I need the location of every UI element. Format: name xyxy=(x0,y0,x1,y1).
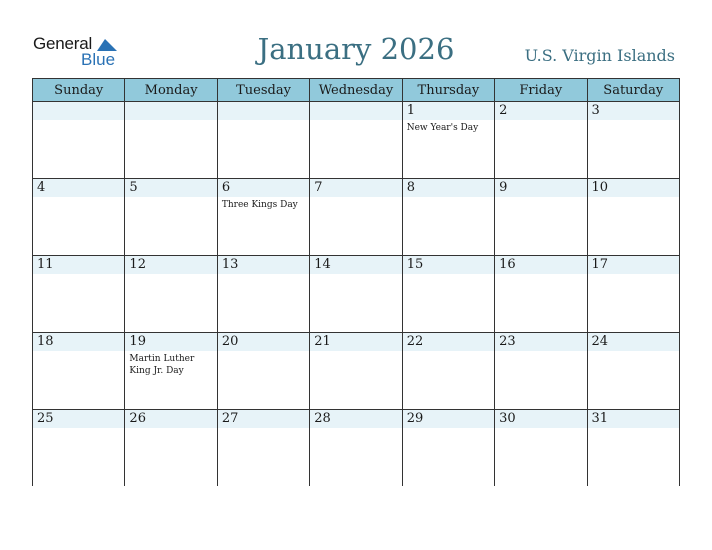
day-cell xyxy=(218,333,310,409)
day-cell xyxy=(403,179,495,255)
day-cell xyxy=(495,102,587,178)
day-cell xyxy=(33,410,125,486)
day-cell xyxy=(495,179,587,255)
day-cell xyxy=(218,410,310,486)
day-number: 31 xyxy=(591,411,609,426)
day-cell xyxy=(403,256,495,332)
day-cell xyxy=(218,102,310,178)
day-number: 21 xyxy=(314,334,331,349)
weekday-monday: Monday xyxy=(125,79,217,101)
weekday-thursday: Thursday xyxy=(403,79,495,101)
day-number: 16 xyxy=(499,257,516,272)
day-cell xyxy=(403,410,495,486)
weekday-sunday: Sunday xyxy=(33,79,125,101)
day-cell xyxy=(588,102,679,178)
day-cell xyxy=(33,102,125,178)
page-title: January 2026 xyxy=(257,32,455,66)
logo-text-blue: Blue xyxy=(81,50,116,69)
day-number: 2 xyxy=(499,103,508,118)
day-cell xyxy=(495,333,587,409)
day-cell xyxy=(125,333,217,409)
day-number: 23 xyxy=(499,334,516,349)
day-cell xyxy=(125,410,217,486)
weekday-tuesday: Tuesday xyxy=(218,79,310,101)
day-number: 5 xyxy=(129,180,138,195)
week-row xyxy=(33,102,679,179)
weekday-wednesday: Wednesday xyxy=(310,79,402,101)
day-number: 22 xyxy=(406,334,424,349)
day-cell xyxy=(403,333,495,409)
day-number: 9 xyxy=(499,180,508,195)
day-cell xyxy=(125,256,217,332)
holiday-label: Martin Luther King Jr. Day xyxy=(129,354,195,376)
week-row xyxy=(33,256,679,333)
day-number: 7 xyxy=(314,180,323,195)
day-cell xyxy=(588,179,679,255)
day-cell xyxy=(495,410,587,486)
day-number: 26 xyxy=(129,411,146,426)
day-number: 19 xyxy=(129,334,146,349)
day-number: 11 xyxy=(37,257,54,272)
day-number: 12 xyxy=(129,257,146,272)
day-number: 17 xyxy=(591,257,609,272)
day-cell xyxy=(33,333,125,409)
holiday-label: New Year's Day xyxy=(406,123,479,133)
day-number: 28 xyxy=(314,411,331,426)
day-number: 4 xyxy=(37,180,46,195)
region-label: U.S. Virgin Islands xyxy=(524,46,675,65)
day-number: 10 xyxy=(591,180,609,195)
day-cell xyxy=(588,410,679,486)
day-cell xyxy=(125,179,217,255)
day-cell xyxy=(495,256,587,332)
day-cell xyxy=(310,410,402,486)
day-cell xyxy=(218,256,310,332)
weekday-friday: Friday xyxy=(495,79,587,101)
day-number: 8 xyxy=(406,180,415,195)
day-number: 3 xyxy=(591,103,600,118)
holiday-label: Three Kings Day xyxy=(221,200,298,210)
day-number: 20 xyxy=(221,334,239,349)
logo-text-general: General xyxy=(33,34,93,53)
day-cell xyxy=(33,179,125,255)
day-number: 13 xyxy=(221,257,239,272)
day-number: 1 xyxy=(406,103,415,118)
weekday-saturday: Saturday xyxy=(603,83,664,98)
week-row xyxy=(33,410,679,486)
day-number: 15 xyxy=(406,257,424,272)
day-cell xyxy=(403,102,495,178)
day-number: 30 xyxy=(499,411,516,426)
day-cell xyxy=(310,333,402,409)
day-cell xyxy=(588,333,679,409)
day-cell xyxy=(33,256,125,332)
day-cell xyxy=(588,256,679,332)
day-cell xyxy=(125,102,217,178)
day-cell xyxy=(310,179,402,255)
day-number: 18 xyxy=(37,334,54,349)
day-cell xyxy=(218,179,310,255)
day-cell xyxy=(310,102,402,178)
day-number: 14 xyxy=(314,257,331,272)
calendar-grid xyxy=(32,78,680,486)
day-number: 27 xyxy=(221,411,239,426)
day-number: 6 xyxy=(221,180,231,195)
day-cell xyxy=(310,256,402,332)
week-row xyxy=(33,179,679,256)
weekday-header xyxy=(33,79,679,102)
day-number: 24 xyxy=(591,334,609,349)
day-number: 29 xyxy=(406,411,424,426)
week-row xyxy=(33,333,679,410)
day-number: 25 xyxy=(37,411,54,426)
